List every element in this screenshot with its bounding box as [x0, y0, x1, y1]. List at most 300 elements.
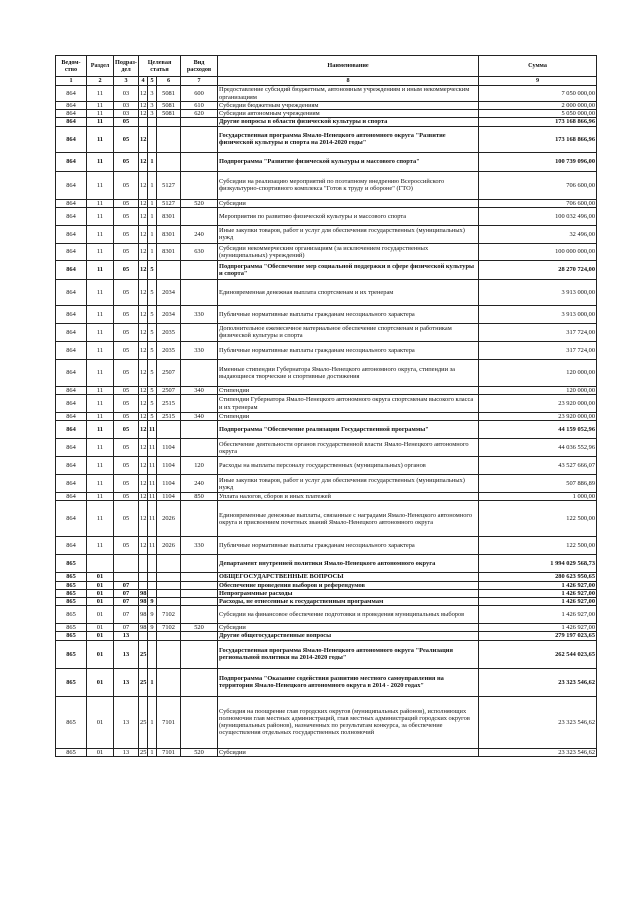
- section-code: 11: [87, 225, 114, 243]
- item-sum: 507 886,89: [479, 475, 597, 493]
- table-row: [56, 493, 597, 501]
- table-row: [56, 640, 597, 668]
- table-row: [56, 573, 597, 581]
- subsection-code: 05: [114, 207, 139, 225]
- section-code: 11: [87, 413, 114, 421]
- program-code: 98: [140, 598, 147, 606]
- subsection-code: 05: [114, 323, 139, 341]
- program-code: 12: [139, 279, 148, 305]
- section-code: 11: [87, 537, 114, 555]
- program-code: [139, 581, 148, 589]
- program-code: [139, 573, 148, 581]
- item-sum: 1 426 927,00: [479, 598, 597, 606]
- item-name: Иные закупки товаров, работ и услуг для обеспечения государственных (муниципальных) нужд: [218, 475, 479, 493]
- subprogram-code: [148, 126, 157, 152]
- item-name: Публичные нормативные выплаты гражданам несоциального характера: [218, 341, 479, 359]
- section-code: 01: [87, 573, 114, 581]
- header-section: Раздел: [87, 56, 114, 77]
- program-code: 12: [139, 421, 148, 439]
- table-row: [56, 555, 597, 573]
- table-row: [56, 341, 597, 359]
- subsection-code: 05: [114, 537, 139, 555]
- article-code: [157, 573, 181, 581]
- expense-type-code: 330: [181, 341, 218, 359]
- section-code: 11: [87, 243, 114, 260]
- expense-type-code: [181, 126, 218, 152]
- subprogram-code: [148, 632, 157, 640]
- department-code: 865: [56, 589, 87, 597]
- section-code: 11: [87, 386, 114, 394]
- item-sum: 23 323 546,62: [479, 748, 597, 756]
- subprogram-code: 9: [148, 606, 157, 624]
- table-row: [56, 668, 597, 696]
- item-sum: 32 496,00: [479, 225, 597, 243]
- item-name: Субсидии на финансовое обеспечение подготовки и проведения муниципальных выборов: [218, 606, 479, 624]
- section-code: 11: [87, 323, 114, 341]
- subsection-code: 07: [114, 581, 139, 589]
- section-code: 11: [87, 171, 114, 199]
- subsection-code: 13: [114, 748, 139, 756]
- header-target-article: Целевая статья: [139, 56, 181, 77]
- program-code: [139, 555, 148, 573]
- table-row: [56, 475, 597, 493]
- subprogram-code: 1: [148, 152, 157, 171]
- item-sum: 279 197 023,65: [479, 632, 597, 640]
- item-name: Субсидии: [218, 199, 479, 207]
- department-code: 864: [56, 537, 87, 555]
- expense-type-code: 240: [181, 225, 218, 243]
- program-code: 12: [139, 501, 148, 537]
- program-code: 12: [139, 537, 148, 555]
- expense-type-code: 610: [181, 102, 218, 110]
- section-code: 11: [87, 118, 114, 126]
- subsection-code: 05: [114, 395, 139, 413]
- section-code: 11: [87, 207, 114, 225]
- program-code: 12: [139, 152, 148, 171]
- article-code: 7102: [157, 624, 181, 632]
- item-sum: 1 994 029 568,73: [479, 555, 597, 573]
- subsection-code: 05: [114, 413, 139, 421]
- item-sum: 3 913 000,00: [479, 305, 597, 323]
- item-name: Единовременная денежная выплата спортсменам и их тренерам: [218, 279, 479, 305]
- department-code: 864: [56, 359, 87, 386]
- department-code: 864: [56, 110, 87, 118]
- item-sum: 7 050 000,00: [479, 86, 597, 102]
- header-subsection: Подраз- дел: [114, 56, 139, 77]
- subsection-code: 05: [114, 501, 139, 537]
- article-code: 5081: [157, 110, 181, 118]
- subprogram-code: 5: [148, 395, 157, 413]
- item-name: Единовременные денежные выплаты, связанные с наградами Ямало-Ненецкого автономного округа и присвоением почетных званий Ямало-Ненецкого автономного округа: [218, 501, 479, 537]
- expense-type-code: [181, 640, 218, 668]
- subsection-code: 05: [114, 439, 139, 457]
- subsection-code: 07: [114, 606, 139, 624]
- department-code: 865: [56, 573, 87, 581]
- program-code: 98: [139, 606, 148, 624]
- article-code: 2507: [157, 386, 181, 394]
- expense-type-code: [181, 555, 218, 573]
- table-row: [56, 305, 597, 323]
- subprogram-code: 11: [148, 501, 157, 537]
- subsection-code: 07: [114, 589, 139, 597]
- article-code: [157, 589, 181, 597]
- item-name: Подпрограмма "Развитие физической культуры и массового спорта": [218, 152, 479, 171]
- item-sum: 1 000,00: [479, 493, 597, 501]
- expense-type-code: 330: [181, 305, 218, 323]
- table-row: [56, 126, 597, 152]
- subprogram-code: 11: [148, 439, 157, 457]
- department-code: 864: [56, 386, 87, 394]
- program-code: 12: [140, 199, 147, 207]
- item-sum: 44 036 552,96: [479, 439, 597, 457]
- subsection-code: 05: [114, 386, 139, 394]
- budget-sheet: [55, 55, 596, 757]
- article-code: [157, 640, 181, 668]
- subsection-code: 13: [114, 640, 139, 668]
- item-name: Публичные нормативные выплаты гражданам несоциального характера: [218, 305, 479, 323]
- subsection-code: 05: [114, 279, 139, 305]
- header-department: Ведом- ство: [56, 56, 87, 77]
- item-name: Публичные нормативные выплаты гражданам несоциального характера: [218, 537, 479, 555]
- department-code: 864: [56, 171, 87, 199]
- department-code: 864: [56, 501, 87, 537]
- subsection-code: 03: [114, 110, 139, 118]
- article-code: 7102: [157, 606, 181, 624]
- item-sum: 100 032 496,00: [479, 207, 597, 225]
- subprogram-code: 5: [148, 413, 157, 421]
- item-name: Субсидия на поощрение глав городских округов (муниципальных районов), исполняющих полномочия глав местных администраций, глав местных администраций городских округов (муниципальных районов), назначенных по результатам конкурса, за обеспечение осуществления отдельных государственных полномочий: [218, 696, 479, 748]
- item-sum: 122 500,00: [479, 537, 597, 555]
- subprogram-code: [148, 573, 157, 581]
- section-code: 11: [87, 359, 114, 386]
- expense-type-code: [181, 323, 218, 341]
- item-name: Стипендии: [218, 386, 479, 394]
- subsection-code: 05: [114, 421, 139, 439]
- department-code: 864: [56, 86, 87, 102]
- department-code: 865: [56, 581, 87, 589]
- item-name: Государственная программа Ямало-Ненецкого автономного округа "Реализация региональной политики на 2014-2020 годы": [218, 640, 479, 668]
- table-row: [56, 624, 597, 632]
- department-code: 864: [56, 260, 87, 279]
- item-name: Непрограммные расходы: [218, 589, 479, 597]
- section-code: 11: [87, 102, 114, 110]
- article-code: [157, 581, 181, 589]
- section-code: 11: [87, 439, 114, 457]
- item-name: Субсидии на реализацию мероприятий по поэтапному внедрению Всероссийского физкультурно-спортивного комплекса "Готов к труду и обороне" (ГТО): [218, 171, 479, 199]
- article-code: 8301: [157, 243, 181, 260]
- table-row: [56, 207, 597, 225]
- item-sum: 100 739 096,00: [479, 152, 597, 171]
- item-name: Расходы, не отнесенные к государственным программам: [218, 598, 479, 606]
- subprogram-code: 9: [148, 624, 157, 632]
- item-sum: 1 426 927,00: [479, 624, 597, 632]
- item-sum: 1 426 927,00: [479, 581, 597, 589]
- subsection-code: 05: [114, 118, 139, 126]
- section-code: [87, 555, 114, 573]
- item-sum: 173 168 866,96: [479, 126, 597, 152]
- subprogram-code: [148, 118, 157, 126]
- department-code: 865: [56, 748, 87, 756]
- expense-type-code: [181, 279, 218, 305]
- expense-type-code: [181, 668, 218, 696]
- header-number: 6: [157, 77, 181, 86]
- subsection-code: 05: [114, 305, 139, 323]
- article-code: [157, 598, 181, 606]
- header-number-row: [56, 77, 597, 86]
- article-code: [157, 118, 181, 126]
- program-code: 12: [139, 457, 148, 475]
- department-code: 864: [56, 323, 87, 341]
- department-code: 865: [56, 696, 87, 748]
- department-code: 864: [56, 457, 87, 475]
- program-code: [139, 118, 148, 126]
- table-row: [56, 537, 597, 555]
- program-code: 12: [139, 475, 148, 493]
- department-code: 864: [56, 305, 87, 323]
- article-code: 2026: [157, 501, 181, 537]
- program-code: 12: [139, 225, 148, 243]
- subsection-code: 13: [114, 668, 139, 696]
- table-row: [56, 323, 597, 341]
- article-code: 5081: [157, 86, 181, 102]
- expense-type-code: [181, 589, 218, 597]
- item-sum: 44 159 052,96: [479, 421, 597, 439]
- program-code: 98: [140, 624, 147, 632]
- table-row: [56, 225, 597, 243]
- department-code: 864: [56, 152, 87, 171]
- expense-type-code: 520: [181, 199, 218, 207]
- section-code: 11: [87, 475, 114, 493]
- program-code: 12: [139, 260, 148, 279]
- program-code: 12: [140, 110, 147, 118]
- expense-type-code: [181, 632, 218, 640]
- department-code: 864: [56, 413, 87, 421]
- expense-type-code: 120: [181, 457, 218, 475]
- expense-type-code: [181, 606, 218, 624]
- table-row: [56, 243, 597, 260]
- table-row: [56, 598, 597, 606]
- item-sum: 317 724,00: [479, 341, 597, 359]
- table-row: [56, 102, 597, 110]
- header-row: [56, 56, 597, 77]
- subprogram-code: 5: [148, 323, 157, 341]
- expense-type-code: [181, 598, 218, 606]
- table-row: [56, 632, 597, 640]
- section-code: 11: [87, 341, 114, 359]
- item-sum: 23 920 000,00: [479, 413, 597, 421]
- section-code: 11: [87, 493, 114, 501]
- department-code: 865: [56, 555, 87, 573]
- header-expense-type: Вид расходов: [181, 56, 218, 77]
- program-code: 25: [139, 640, 148, 668]
- item-name: ОБЩЕГОСУДАРСТВЕННЫЕ ВОПРОСЫ: [218, 573, 479, 581]
- program-code: 12: [139, 126, 148, 152]
- header-number: 3: [114, 77, 139, 86]
- program-code: 25: [139, 668, 148, 696]
- subprogram-code: [148, 555, 157, 573]
- expense-type-code: [181, 359, 218, 386]
- article-code: 1104: [157, 457, 181, 475]
- expense-type-code: 600: [181, 86, 218, 102]
- subsection-code: 05: [114, 457, 139, 475]
- article-code: [157, 421, 181, 439]
- section-code: 11: [87, 279, 114, 305]
- subprogram-code: 5: [148, 341, 157, 359]
- item-sum: 173 168 866,96: [479, 118, 597, 126]
- expense-type-code: 630: [181, 243, 218, 260]
- article-code: 7101: [157, 748, 181, 756]
- item-sum: 23 920 000,00: [479, 395, 597, 413]
- subsection-code: 05: [114, 152, 139, 171]
- table-row: [56, 171, 597, 199]
- article-code: 2035: [157, 341, 181, 359]
- expense-type-code: 520: [181, 748, 218, 756]
- subsection-code: [114, 573, 139, 581]
- program-code: 25: [139, 696, 148, 748]
- subprogram-code: 5: [148, 386, 157, 394]
- article-code: 5081: [157, 102, 181, 110]
- program-code: 98: [140, 589, 147, 597]
- article-code: 2034: [157, 279, 181, 305]
- department-code: 864: [56, 421, 87, 439]
- expense-type-code: [181, 573, 218, 581]
- expense-type-code: [181, 395, 218, 413]
- article-code: [157, 152, 181, 171]
- article-code: [157, 260, 181, 279]
- item-name: Другие вопросы в области физической культуры и спорта: [218, 118, 479, 126]
- table-row: [56, 748, 597, 756]
- subsection-code: 05: [114, 359, 139, 386]
- department-code: 864: [56, 243, 87, 260]
- item-name: Стипендии Губернатора Ямало-Ненецкого автономного округа спортсменам высокого класса и их тренерам: [218, 395, 479, 413]
- program-code: 12: [139, 207, 148, 225]
- header-number: 1: [56, 77, 87, 86]
- department-code: 865: [56, 632, 87, 640]
- section-code: 01: [87, 696, 114, 748]
- department-code: 864: [56, 207, 87, 225]
- item-name: Субсидии автономным учреждениям: [218, 110, 479, 118]
- item-sum: 5 050 000,00: [479, 110, 597, 118]
- item-name: Субсидии: [218, 624, 479, 632]
- header-sum: Сумма: [479, 56, 597, 77]
- item-sum: 706 600,00: [479, 199, 597, 207]
- item-name: Подпрограмма "Оказание содействия развитию местного самоуправления на территории Ямало-Ненецкого автономного округа в 2014 - 2020 годах": [218, 668, 479, 696]
- program-code: 12: [139, 86, 148, 102]
- item-sum: 23 323 546,62: [479, 668, 597, 696]
- item-name: Государственная программа Ямало-Ненецкого автономного округа "Развитие физической культуры и спорта на 2014-2020 годы": [218, 126, 479, 152]
- subprogram-code: 9: [148, 598, 157, 606]
- expense-type-code: [181, 171, 218, 199]
- subprogram-code: 1: [148, 668, 157, 696]
- expense-type-code: [181, 421, 218, 439]
- department-code: 864: [56, 199, 87, 207]
- section-code: 11: [87, 86, 114, 102]
- article-code: 2507: [157, 359, 181, 386]
- department-code: 865: [56, 624, 87, 632]
- section-code: 11: [87, 421, 114, 439]
- item-sum: 317 724,00: [479, 323, 597, 341]
- item-name: Стипендии: [218, 413, 479, 421]
- item-sum: 262 544 023,65: [479, 640, 597, 668]
- section-code: 11: [87, 305, 114, 323]
- expense-type-code: [181, 260, 218, 279]
- subprogram-code: 5: [148, 305, 157, 323]
- subsection-code: 05: [114, 493, 139, 501]
- program-code: 12: [139, 395, 148, 413]
- budget-rows: [56, 86, 597, 757]
- subsection-code: 07: [114, 624, 139, 632]
- article-code: 2515: [157, 413, 181, 421]
- table-row: [56, 457, 597, 475]
- section-code: 01: [87, 748, 114, 756]
- section-code: 11: [87, 126, 114, 152]
- article-code: 2034: [157, 305, 181, 323]
- expense-type-code: [181, 439, 218, 457]
- item-name: Расходы на выплаты персоналу государственных (муниципальных) органов: [218, 457, 479, 475]
- subsection-code: 05: [114, 260, 139, 279]
- subprogram-code: 11: [148, 475, 157, 493]
- section-code: 11: [87, 199, 114, 207]
- item-name: Предоставление субсидий бюджетным, автономным учреждениям и иным некоммерческим организациям: [218, 86, 479, 102]
- item-sum: 120 000,00: [479, 386, 597, 394]
- subprogram-code: 1: [148, 171, 157, 199]
- item-name: Другие общегосударственные вопросы: [218, 632, 479, 640]
- section-code: 01: [87, 581, 114, 589]
- expense-type-code: [181, 501, 218, 537]
- table-row: [56, 421, 597, 439]
- section-code: 11: [87, 457, 114, 475]
- department-code: 865: [56, 598, 87, 606]
- article-code: 2035: [157, 323, 181, 341]
- department-code: 864: [56, 475, 87, 493]
- department-code: 864: [56, 395, 87, 413]
- subsection-code: 07: [114, 598, 139, 606]
- subprogram-code: [148, 589, 157, 597]
- department-code: 864: [56, 493, 87, 501]
- section-code: 11: [87, 110, 114, 118]
- subprogram-code: 1: [148, 243, 157, 260]
- section-code: 01: [87, 598, 114, 606]
- program-code: 12: [140, 413, 147, 421]
- program-code: [139, 632, 148, 640]
- item-name: Подпрограмма "Обеспечение реализации Государственной программы": [218, 421, 479, 439]
- header-number: 9: [479, 77, 597, 86]
- table-row: [56, 199, 597, 207]
- budget-table: [55, 55, 597, 757]
- item-sum: 122 500,00: [479, 501, 597, 537]
- subprogram-code: 3: [148, 102, 157, 110]
- header-number: 2: [87, 77, 114, 86]
- subsection-code: 05: [114, 341, 139, 359]
- subprogram-code: 1: [148, 696, 157, 748]
- item-name: Мероприятия по развитию физической культуры и массового спорта: [218, 207, 479, 225]
- item-sum: 1 426 927,00: [479, 606, 597, 624]
- program-code: 12: [139, 439, 148, 457]
- table-row: [56, 118, 597, 126]
- item-name: Дополнительное ежемесячное материальное обеспечение спортсменам и работникам физической культуры и спорта: [218, 323, 479, 341]
- table-row: [56, 501, 597, 537]
- item-name: Подпрограмма "Обеспечение мер социальной поддержки в сфере физической культуры и спорта": [218, 260, 479, 279]
- table-row: [56, 439, 597, 457]
- section-code: 01: [87, 624, 114, 632]
- expense-type-code: [181, 581, 218, 589]
- subprogram-code: 11: [148, 537, 157, 555]
- department-code: 864: [56, 439, 87, 457]
- article-code: [157, 632, 181, 640]
- table-row: [56, 395, 597, 413]
- department-code: 864: [56, 279, 87, 305]
- subprogram-code: 11: [148, 421, 157, 439]
